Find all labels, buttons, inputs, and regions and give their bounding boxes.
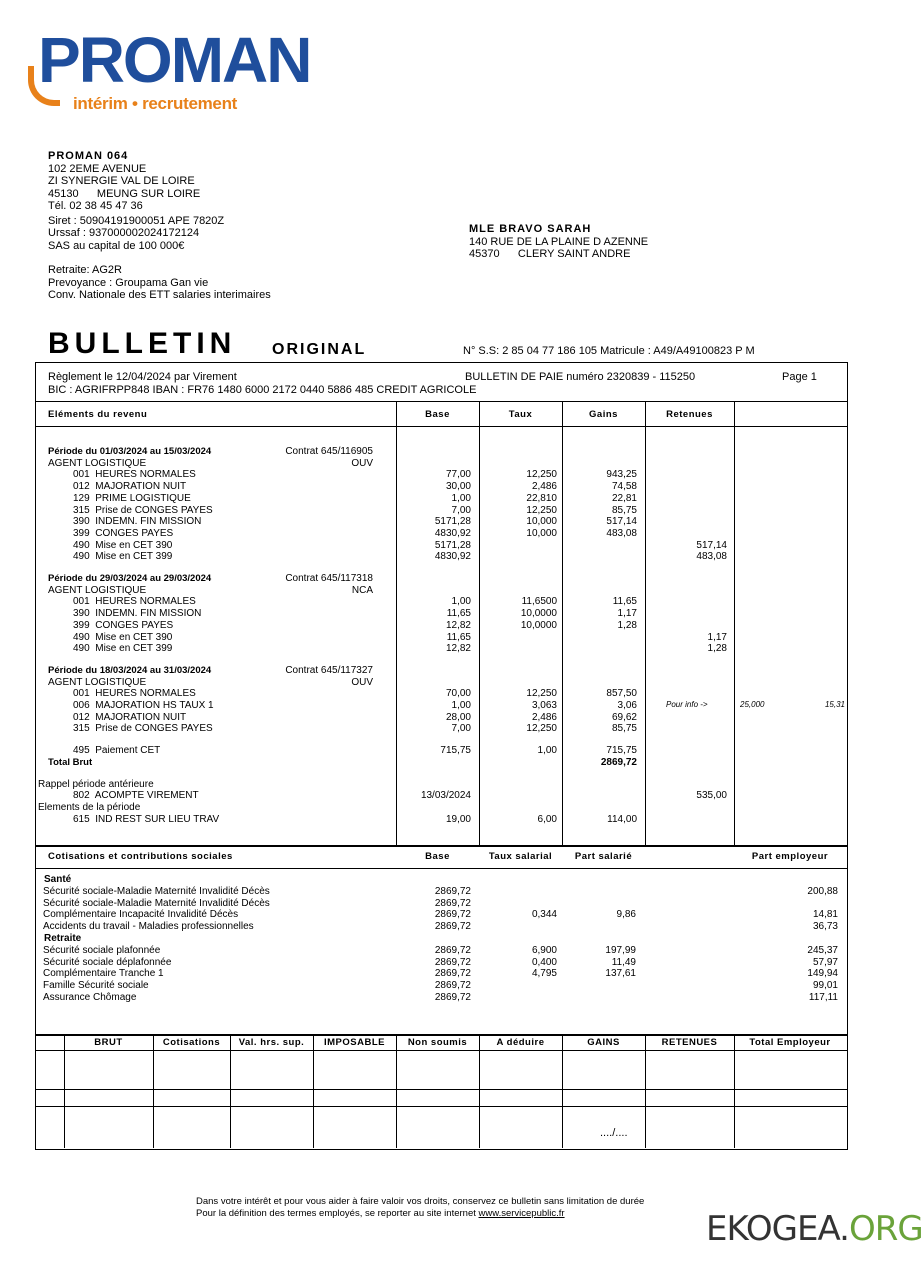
cot-part-sal: 9,86 xyxy=(616,909,636,921)
line-gains: 74,58 xyxy=(611,481,637,493)
line-taux: 10,000 xyxy=(526,527,557,539)
line-label: 399 CONGES PAYES xyxy=(73,619,174,631)
line-base: 19,00 xyxy=(445,813,471,825)
cot-header-line xyxy=(35,868,847,869)
summary-header: GAINS xyxy=(587,1037,620,1048)
line-gains: 715,75 xyxy=(606,745,637,757)
line-taux: 12,250 xyxy=(526,723,557,735)
line-retenues: 483,08 xyxy=(696,551,727,563)
cot-label: Sécurité sociale plafonnée xyxy=(43,944,161,956)
cot-part-emp: 200,88 xyxy=(807,885,838,897)
line-label: Elements de la période xyxy=(38,801,141,813)
employer-urssaf: Urssaf : 937000002024172124 xyxy=(48,227,200,239)
cot-part-sal: 197,99 xyxy=(605,944,636,956)
header-retenues: Retenues xyxy=(666,409,713,420)
sum-col-line xyxy=(64,1034,65,1148)
line-base: 1,00 xyxy=(451,596,471,608)
sum-col-line xyxy=(734,1034,735,1148)
line-taux: 1,00 xyxy=(537,745,557,757)
cot-part-sal: 11,49 xyxy=(611,956,636,968)
line-base: 4830,92 xyxy=(434,551,471,563)
line-contract: Contrat 645/116905 xyxy=(285,446,373,457)
line-base: 28,00 xyxy=(445,711,471,723)
page-number: Page 1 xyxy=(782,371,817,383)
line-taux: 22,810 xyxy=(526,492,557,504)
summary-table xyxy=(35,1034,848,1150)
cot-part-sal: 137,61 xyxy=(605,968,636,980)
line-gains: 69,62 xyxy=(611,711,637,723)
cot-label: Sécurité sociale-Maladie Maternité Invalidité Décès xyxy=(43,897,270,909)
employee-address1: 140 RUE DE LA PLAINE D AZENNE xyxy=(469,235,649,248)
employer-convention: Conv. Nationale des ETT salaries interimaires xyxy=(48,289,271,301)
cot-label: Accidents du travail - Maladies professionnelles xyxy=(43,921,254,933)
header-elements: Eléments du revenu xyxy=(48,409,148,420)
sum-col-line xyxy=(396,1034,397,1148)
line-label: 802 ACOMPTE VIREMENT xyxy=(73,790,199,802)
summary-header: A déduire xyxy=(496,1037,545,1048)
summary-header: Cotisations xyxy=(162,1037,221,1048)
employer-prevoyance: Prevoyance : Groupama Gan vie xyxy=(48,276,209,289)
line-base: 5171,28 xyxy=(434,516,471,528)
line-label: 390 INDEMN. FIN MISSION xyxy=(73,608,202,620)
line-gains: 1,28 xyxy=(617,619,637,631)
line-taux: 10,0000 xyxy=(520,608,557,620)
line-base: 5171,28 xyxy=(434,539,471,551)
sum-col-line xyxy=(313,1034,314,1148)
cot-header-base: Base xyxy=(425,851,450,862)
line-taux: 11,6500 xyxy=(521,596,557,608)
ss-matricule: N° S.S: 2 85 04 77 186 105 Matricule : A49/A49100823 P M xyxy=(463,345,755,357)
employer-siret: Siret : 50904191900051 APE 7820Z xyxy=(48,214,225,227)
line-label: Rappel période antérieure xyxy=(38,778,154,790)
line-gains: 11,65 xyxy=(612,596,637,608)
earnings-header-line xyxy=(35,426,847,427)
line-gains: 114,00 xyxy=(607,813,637,825)
line-contract: OUV xyxy=(351,676,373,688)
line-label: AGENT LOGISTIQUE xyxy=(48,676,147,688)
cot-part-emp: 36,73 xyxy=(812,921,838,933)
header-taux: Taux xyxy=(508,409,533,420)
cot-label: Famille Sécurité sociale xyxy=(43,980,149,992)
watermark: EKOGEA.ORG xyxy=(706,1209,923,1249)
summary-header: Non soumis xyxy=(407,1037,468,1048)
line-label: 001 HEURES NORMALES xyxy=(73,688,196,700)
line-label: AGENT LOGISTIQUE xyxy=(48,584,147,596)
line-gains: 2869,72 xyxy=(600,756,637,768)
line-gains: 483,08 xyxy=(606,527,637,539)
line-base: 4830,92 xyxy=(434,527,471,539)
line-base: 70,00 xyxy=(445,688,471,700)
sum-line xyxy=(35,1106,847,1107)
line-label: 495 Paiement CET xyxy=(73,745,161,757)
footer-line1: Dans votre intérêt et pour vous aider à faire valoir vos droits, conservez ce bulletin sans limitation de durée xyxy=(196,1196,645,1207)
cot-label: Retraite xyxy=(44,933,82,944)
summary-header: RETENUES xyxy=(661,1037,718,1048)
cot-base: 2869,72 xyxy=(434,968,471,980)
summary-header: Total Employeur xyxy=(749,1037,831,1048)
cot-taux: 0,400 xyxy=(531,956,557,968)
employer-address-line: ZI SYNERGIE VAL DE LOIRE xyxy=(48,175,195,187)
line-contract: OUV xyxy=(351,457,373,469)
employer-address-line: 45130 MEUNG SUR LOIRE xyxy=(48,187,201,200)
bank-details: BIC : AGRIFRPP848 IBAN : FR76 1480 6000 2172 0440 5886 485 CREDIT AGRICOLE xyxy=(48,384,477,396)
line-label: 001 HEURES NORMALES xyxy=(73,596,196,608)
cot-part-emp: 245,37 xyxy=(807,944,838,956)
cot-label: Sécurité sociale-Maladie Maternité Invalidité Décès xyxy=(43,885,270,897)
line-label: 012 MAJORATION NUIT xyxy=(73,711,187,723)
line-taux: 10,000 xyxy=(526,516,557,528)
line-retenues: 1,17 xyxy=(707,631,727,643)
col-line xyxy=(479,401,480,846)
line-base: 715,75 xyxy=(440,745,471,757)
cot-base: 2869,72 xyxy=(434,992,471,1003)
sum-col-line xyxy=(645,1034,646,1148)
line-base: 1,00 xyxy=(451,700,471,711)
info-label: Pour info -> xyxy=(666,700,708,709)
col-line xyxy=(396,401,397,846)
info-value: 15,31 xyxy=(824,700,845,709)
header-base: Base xyxy=(425,409,450,420)
logo-tagline: intérim • recrutement xyxy=(73,94,238,113)
cot-base: 2869,72 xyxy=(434,980,471,992)
line-label: 490 Mise en CET 390 xyxy=(73,539,173,551)
line-base: 12,82 xyxy=(445,643,471,655)
sum-line xyxy=(35,1089,847,1090)
line-taux: 6,00 xyxy=(537,813,557,825)
employer-address xyxy=(48,163,271,213)
line-taux: 12,250 xyxy=(526,688,557,700)
reglement-date: Règlement le 12/04/2024 par Virement xyxy=(48,371,237,383)
cot-part-emp: 117,11 xyxy=(808,992,838,1003)
line-base: 1,00 xyxy=(451,492,471,504)
cotisations-table xyxy=(35,845,848,1036)
line-contract: NCA xyxy=(351,584,373,596)
cot-base: 2869,72 xyxy=(434,921,471,933)
line-gains: 857,50 xyxy=(606,688,637,700)
bulletin-number: BULLETIN DE PAIE numéro 2320839 - 115250 xyxy=(465,371,696,383)
cot-label: Complémentaire Incapacité Invalidité Décès xyxy=(43,909,239,921)
line-gains: 85,75 xyxy=(611,723,637,735)
line-gains: 1,17 xyxy=(617,608,637,620)
sum-col-line xyxy=(153,1034,154,1148)
summary-header: Val. hrs. sup. xyxy=(238,1037,305,1048)
line-gains: 3,06 xyxy=(617,700,637,711)
line-retenues: 1,28 xyxy=(707,643,727,655)
info-taux: 25,000 xyxy=(740,700,765,709)
line-label: 615 IND REST SUR LIEU TRAV xyxy=(73,813,220,825)
line-taux: 12,250 xyxy=(526,504,557,516)
employer-capital: SAS au capital de 100 000€ xyxy=(48,239,185,252)
line-base: 11,65 xyxy=(446,608,471,620)
cot-part-emp: 149,94 xyxy=(807,968,838,980)
line-gains: 22,81 xyxy=(611,492,637,504)
line-label: 390 INDEMN. FIN MISSION xyxy=(73,516,202,528)
sum-line xyxy=(35,1050,847,1051)
employer-address-line: Tél. 02 38 45 47 36 xyxy=(48,200,143,212)
line-label: 006 MAJORATION HS TAUX 1 xyxy=(73,700,214,711)
line-gains: 943,25 xyxy=(606,469,637,481)
line-base: 7,00 xyxy=(451,723,471,735)
cot-header-part-sal: Part salarié xyxy=(574,851,633,862)
cot-base: 2869,72 xyxy=(434,956,471,968)
col-line xyxy=(734,401,735,846)
summary-header: IMPOSABLE xyxy=(324,1037,385,1048)
line-contract: Contrat 645/117318 xyxy=(285,573,373,584)
line-base: 7,00 xyxy=(451,504,471,516)
line-retenues: 535,00 xyxy=(696,790,727,802)
line-taux: 2,486 xyxy=(531,481,557,493)
cot-label: Santé xyxy=(44,874,72,885)
line-label: 490 Mise en CET 399 xyxy=(73,551,173,563)
footer-line2: Pour la définition des termes employés, se reporter au site internet www.servicepublic.fr xyxy=(196,1208,565,1219)
employer-name: PROMAN 064 xyxy=(48,150,129,162)
cot-label: Complémentaire Tranche 1 xyxy=(43,968,164,980)
cot-part-emp: 14,81 xyxy=(812,909,838,921)
line-label: 315 Prise de CONGES PAYES xyxy=(73,504,213,516)
line-base: 13/03/2024 xyxy=(420,790,471,802)
employer-retraite: Retraite: AG2R xyxy=(48,264,122,276)
employee-name: MLE BRAVO SARAH xyxy=(469,223,592,235)
cot-base: 2869,72 xyxy=(434,944,471,956)
sum-col-line xyxy=(562,1034,563,1148)
sum-col-line xyxy=(230,1034,231,1148)
cot-part-emp: 57,97 xyxy=(812,956,838,968)
line-label: 129 PRIME LOGISTIQUE xyxy=(73,492,191,504)
cot-taux: 0,344 xyxy=(531,909,557,921)
line-label: AGENT LOGISTIQUE xyxy=(48,457,147,469)
line-retenues: 517,14 xyxy=(696,539,727,551)
line-label: 012 MAJORATION NUIT xyxy=(73,481,187,493)
line-label: 315 Prise de CONGES PAYES xyxy=(73,723,213,735)
line-contract: Contrat 645/117327 xyxy=(285,664,373,676)
line-label: 490 Mise en CET 399 xyxy=(73,643,173,655)
sum-col-line xyxy=(479,1034,480,1148)
employer-block xyxy=(48,150,271,302)
line-base: 77,00 xyxy=(445,469,471,481)
line-taux: 10,0000 xyxy=(520,619,557,631)
cot-header-label: Cotisations et contributions sociales xyxy=(48,851,233,862)
summary-header: BRUT xyxy=(94,1037,123,1048)
original-label: ORIGINAL xyxy=(272,341,367,358)
line-base: 30,00 xyxy=(445,481,471,493)
col-line xyxy=(562,401,563,846)
line-base: 11,65 xyxy=(446,631,471,643)
cot-part-emp: 99,01 xyxy=(812,980,838,992)
cot-base: 2869,72 xyxy=(434,909,471,921)
cot-label: Assurance Chômage xyxy=(43,992,137,1003)
line-label: Total Brut xyxy=(48,756,93,768)
line-gains: 517,14 xyxy=(606,516,637,528)
line-label: 399 CONGES PAYES xyxy=(73,527,174,539)
col-line xyxy=(645,401,646,846)
cot-taux: 6,900 xyxy=(531,944,557,956)
employee-block xyxy=(469,223,648,261)
line-label: Période du 18/03/2024 au 31/03/2024 xyxy=(48,664,212,676)
line-taux: 12,250 xyxy=(526,469,557,481)
line-taux: 2,486 xyxy=(531,711,557,723)
line-gains: 85,75 xyxy=(611,504,637,516)
cot-base: 2869,72 xyxy=(434,885,471,897)
logo: PROMAN xyxy=(38,24,311,96)
line-label: 001 HEURES NORMALES xyxy=(73,469,196,481)
cot-header-taux: Taux salarial xyxy=(488,851,553,862)
cot-header-part-emp: Part employeur xyxy=(751,851,829,862)
line-label: 490 Mise en CET 390 xyxy=(73,631,173,643)
servicepublic-link[interactable]: www.servicepublic.fr xyxy=(478,1208,565,1219)
header-gains: Gains xyxy=(589,409,618,420)
line-taux: 3,063 xyxy=(531,700,557,711)
cot-base: 2869,72 xyxy=(434,897,471,909)
line-base: 12,82 xyxy=(445,619,471,631)
employer-address-line: 102 2EME AVENUE xyxy=(48,162,147,175)
continuation-mark: ..../.... xyxy=(600,1127,628,1139)
line-label: Période du 01/03/2024 au 15/03/2024 xyxy=(48,446,212,457)
bulletin-title: BULLETIN xyxy=(48,327,237,360)
cot-label: Sécurité sociale déplafonnée xyxy=(43,956,172,968)
cot-taux: 4,795 xyxy=(531,968,557,980)
employee-address2: 45370 CLERY SAINT ANDRE xyxy=(469,248,631,260)
line-label: Période du 29/03/2024 au 29/03/2024 xyxy=(48,573,212,584)
